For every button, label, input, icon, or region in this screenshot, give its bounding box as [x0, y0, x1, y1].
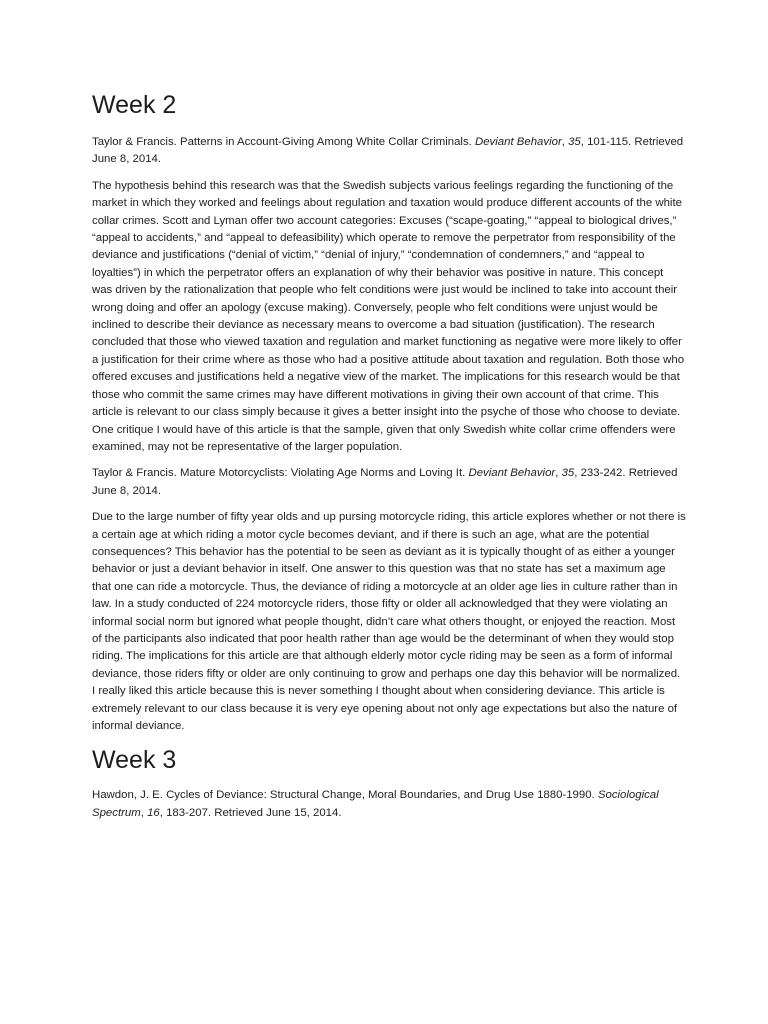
- citation-authors-title: Taylor & Francis. Mature Motorcyclists: Violating Age Norms and Loving It.: [92, 467, 469, 480]
- week-2-heading: Week 2: [92, 91, 177, 119]
- citation-cycles-of-deviance: [92, 787, 686, 822]
- citation-volume: 35: [568, 136, 581, 148]
- citation-journal: Deviant Behavior: [475, 136, 562, 148]
- citation-motorcyclists: [92, 465, 686, 500]
- citation-journal: Deviant Behavior: [468, 467, 556, 480]
- citation-separator: ,: [561, 136, 569, 148]
- citation-pages-date: , 183-207. Retrieved June 15, 2014.: [159, 806, 342, 819]
- citation-pages-date: , 101-115. Retrieved June 8, 2014.: [92, 136, 684, 166]
- citation-authors-title: Hawdon, J. E. Cycles of Deviance: Structural Change, Moral Boundaries, and Drug Use 1880-1990.: [92, 789, 598, 802]
- summary-white-collar: The hypothesis behind this research was that the Swedish subjects various feelings regarding the functioning of the market in which they worked and feelings about regulation and taxation would produce different accounts of the white collar crimes. Scott and Lyman offer two account categories: Excuses (“scape-goating,” “appeal to biological drives,” “appeal to accidents,” and “appeal to defeasibility) which operate to remove the perpetrator from responsibility of the deviance and justifications (“denial of victim,” “denial of injury,” “condemnation of condemners,” and “appeal to loyalties”) in which the perpetrator offers an explanation of why their behavior was positive in nature. This concept was driven by the rationalization that people who felt conditions were just would be inclined to take into account their wrong doing and offer an apology (excuse making). Conversely, people who felt conditions were unjust would be inclined to describe their deviance as necessary means to overcome a bad situation (justification). The research concluded that those who viewed taxation and regulation and market functioning as negative were more likely to offer a justification for their crime where as those who had a positive attitude about taxation and regulation. Both those who offered excuses and justifications held a negative view of the market. The implications for this research would be that those who commit the same crimes may have different motivations in giving their own account of that crime. This article is relevant to our class simply because it gives a better insight into the psyche of those who choose to deviate. One critique I would have of this article is that the sample, given that only Swedish white collar crime offenders were examined, may not be representative of the larger population.: [92, 179, 685, 453]
- citation-authors-title: Taylor & Francis. Patterns in Account-Giving Among White Collar Criminals.: [92, 136, 475, 148]
- citation-volume: 16: [147, 806, 160, 819]
- citation-volume: 35: [561, 467, 575, 480]
- citation-pages-date: , 233-242. Retrieved June 8, 2014.: [92, 467, 678, 497]
- document-page: [92, 90, 686, 831]
- citation-separator: ,: [140, 806, 148, 819]
- week-3-heading: Week 3: [92, 746, 177, 775]
- citation-white-collar: [92, 134, 686, 169]
- summary-motorcyclists: Due to the large number of fifty year olds and up pursing motorcycle riding, this article explores whether or not there is a certain age at which riding a motor cycle becomes deviant, and if there is such an age, what are the potential consequences? This behavior has the potential to be seen as deviant as it is typically thought of as either a younger behavior or just a deviant behavior in itself. One answer to this question was that no state has set a maximum age that one can ride a motorcycle. Thus, the deviance of riding a motorcycle at an older age lies in culture rather than in law. In a study conducted of 224 motorcycle riders, those fifty or older all acknowledged that they were violating an informal social norm but ignored what people thought, didn’t care what others thought, or enjoyed the reaction. Most of the participants also indicated that poor health rather than age would be the determinant of when they would stop riding. The implications for this article are that although elderly motor cycle riding may be seen as a form of informal deviance, those riders fifty or older are only continuing to grow and perhaps one day this behavior will be normalized. I really liked this article because this is never something I thought about when considering deviance. This article is extremely relevant to our class because it is very eye opening about not only age expectations but also the nature of informal deviance.: [92, 511, 686, 732]
- citation-journal: Sociological Spectrum: [92, 789, 659, 819]
- citation-separator: ,: [555, 467, 562, 480]
